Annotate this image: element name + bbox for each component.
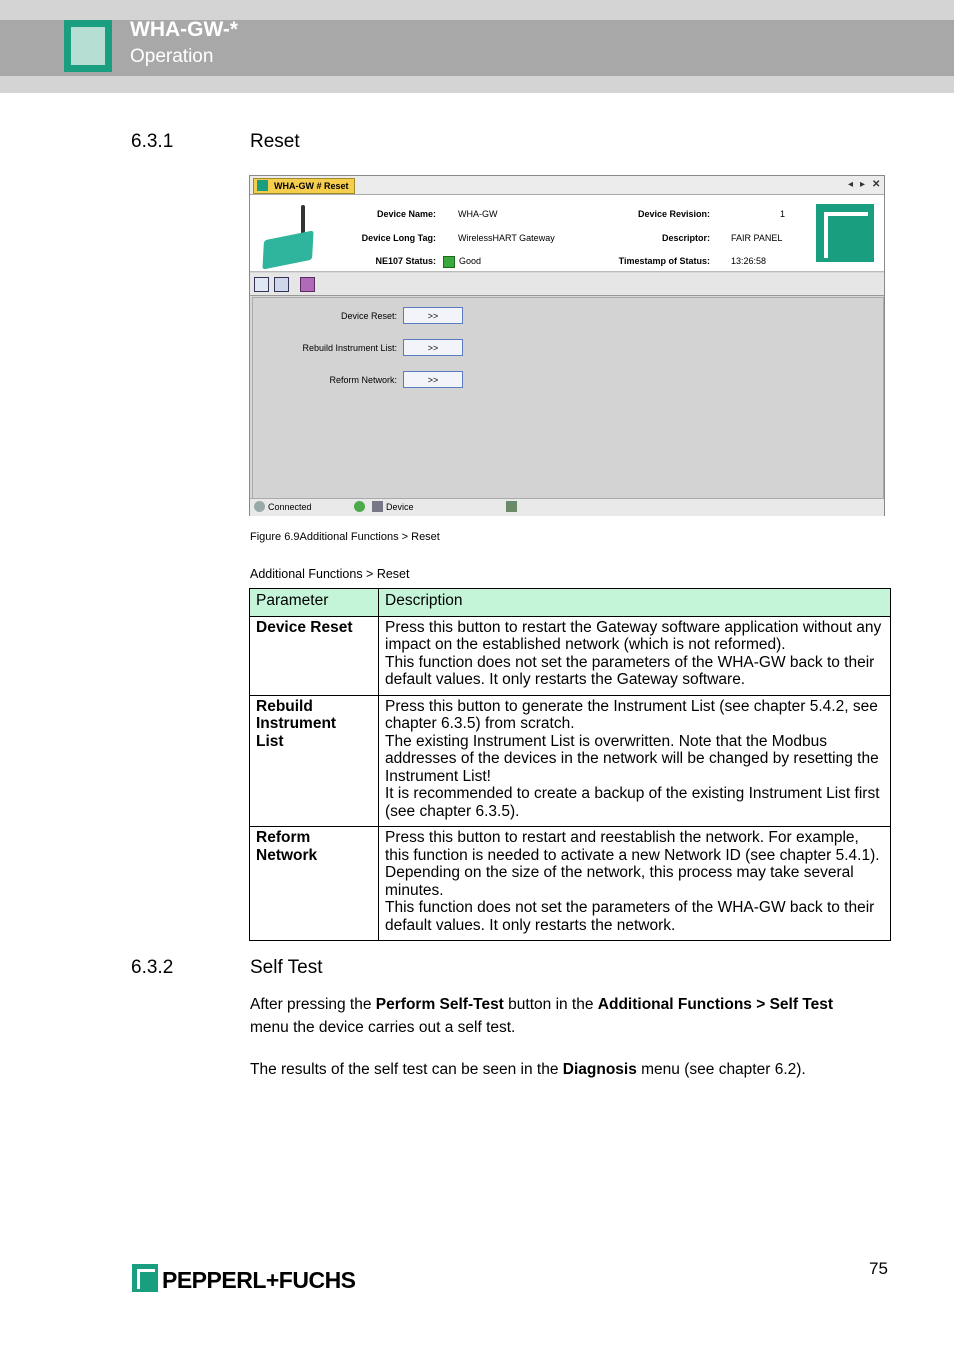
header-top-strip — [0, 0, 954, 20]
toolbar — [250, 273, 884, 296]
device-revision-label: Device Revision: — [637, 209, 710, 219]
column-header-parameter: Parameter — [250, 589, 379, 617]
tab-reset[interactable] — [253, 178, 355, 194]
selftest-paragraph-2: The results of the self test can be seen in the Diagnosis menu (see chapter 6.2). — [250, 1061, 806, 1078]
table-row — [250, 827, 891, 941]
desc-cell: Press this button to generate the Instrument List (see chapter 5.4.2, see chapter 6.3.5) from scratch. The existing Instrument List is overwritten. Note that the Modbus addresses of the devices in the network will be changed by resetting the Instrument List! It is recommended to create a backup of the existing Instrument List first (see chapter 6.3.5). — [379, 695, 891, 827]
table-row — [250, 695, 891, 827]
param-cell: Rebuild Instrument List — [250, 695, 379, 827]
window-icon[interactable] — [254, 277, 269, 292]
param-cell: Reform Network — [250, 827, 379, 941]
page-number: 75 — [869, 1259, 888, 1278]
close-icon[interactable]: ✕ — [872, 179, 881, 190]
rebuild-instrument-list-button[interactable]: >> — [403, 339, 463, 356]
book-icon[interactable] — [300, 277, 315, 292]
rebuild-instrument-list-label: Rebuild Instrument List: — [302, 343, 397, 353]
table-row — [250, 616, 891, 695]
network-icon — [506, 501, 517, 512]
section-title: Reset — [250, 131, 300, 152]
table-header-row — [250, 589, 891, 617]
section-number: 6.3.1 — [131, 131, 174, 152]
table-icon[interactable] — [274, 277, 289, 292]
ne107-status-label: NE107 Status: — [375, 256, 436, 266]
pf-tab-icon — [257, 180, 268, 191]
tab-label: WHA-GW # Reset — [274, 181, 349, 191]
status-good-icon — [443, 256, 455, 268]
section-number: 6.3.2 — [131, 957, 174, 978]
reset-panel — [252, 297, 884, 499]
reset-screenshot — [249, 175, 885, 516]
reform-network-label: Reform Network: — [329, 375, 397, 385]
device-long-tag-label: Device Long Tag: — [361, 233, 436, 243]
figure-caption: Figure 6.9Additional Functions > Reset — [250, 531, 440, 543]
header-bottom-strip — [0, 76, 954, 93]
pepperl-fuchs-logo — [816, 204, 874, 262]
timestamp-label: Timestamp of Status: — [618, 256, 710, 266]
column-header-description: Description — [379, 589, 891, 617]
device-person-icon — [372, 501, 383, 512]
device-name-label: Device Name: — [376, 209, 436, 219]
device-status-icon — [354, 501, 365, 512]
tab-bar — [250, 176, 884, 195]
header-title: WHA-GW-* — [130, 18, 239, 41]
scroll-right-icon[interactable]: ▸ — [860, 179, 866, 190]
param-cell: Device Reset — [250, 616, 379, 695]
gateway-device-image — [262, 230, 313, 269]
connected-status: Connected — [268, 502, 312, 512]
device-long-tag-value: WirelessHART Gateway — [458, 233, 555, 243]
device-reset-button[interactable]: >> — [403, 307, 463, 324]
section-title: Self Test — [250, 957, 323, 978]
desc-cell: Press this button to restart and reestablish the network. For example, this function is needed to activate a new Network ID (see chapter 5.4.1). Depending on the size of the network, this process may take several minutes. This function does not set the parameters of the WHA-GW back to their default values. It only restarts the network. — [379, 827, 891, 941]
footer-logo-icon — [132, 1264, 158, 1292]
timestamp-value: 13:26:58 — [731, 256, 767, 266]
header-logo-square — [64, 20, 112, 72]
descriptor-label: Descriptor: — [661, 233, 710, 243]
footer-brand: PEPPERL+FUCHS — [162, 1267, 356, 1293]
device-name-value: WHA-GW — [458, 209, 498, 219]
device-status: Device — [386, 502, 414, 512]
header-subtitle: Operation — [130, 46, 214, 67]
device-revision-value: 1 — [780, 209, 786, 219]
status-bar — [250, 498, 884, 516]
device-info-panel — [250, 195, 884, 272]
table-caption: Additional Functions > Reset — [250, 567, 410, 581]
ne107-status-value: Good — [459, 256, 482, 266]
descriptor-value: FAIR PANEL — [731, 233, 783, 243]
device-reset-label: Device Reset: — [340, 311, 397, 321]
reform-network-button[interactable]: >> — [403, 371, 463, 388]
connection-icon — [254, 501, 265, 512]
scroll-left-icon[interactable]: ◂ — [848, 179, 854, 190]
selftest-paragraph-1: After pressing the Perform Self-Test button in the Additional Functions > Self Test menu the device carries out a self test. — [250, 996, 834, 1036]
desc-cell: Press this button to restart the Gateway software application without any impact on the established network (which is not reformed). This function does not set the parameters of the WHA-GW back to their default values. It only restarts the Gateway software. — [379, 616, 891, 695]
parameter-table — [249, 588, 891, 941]
